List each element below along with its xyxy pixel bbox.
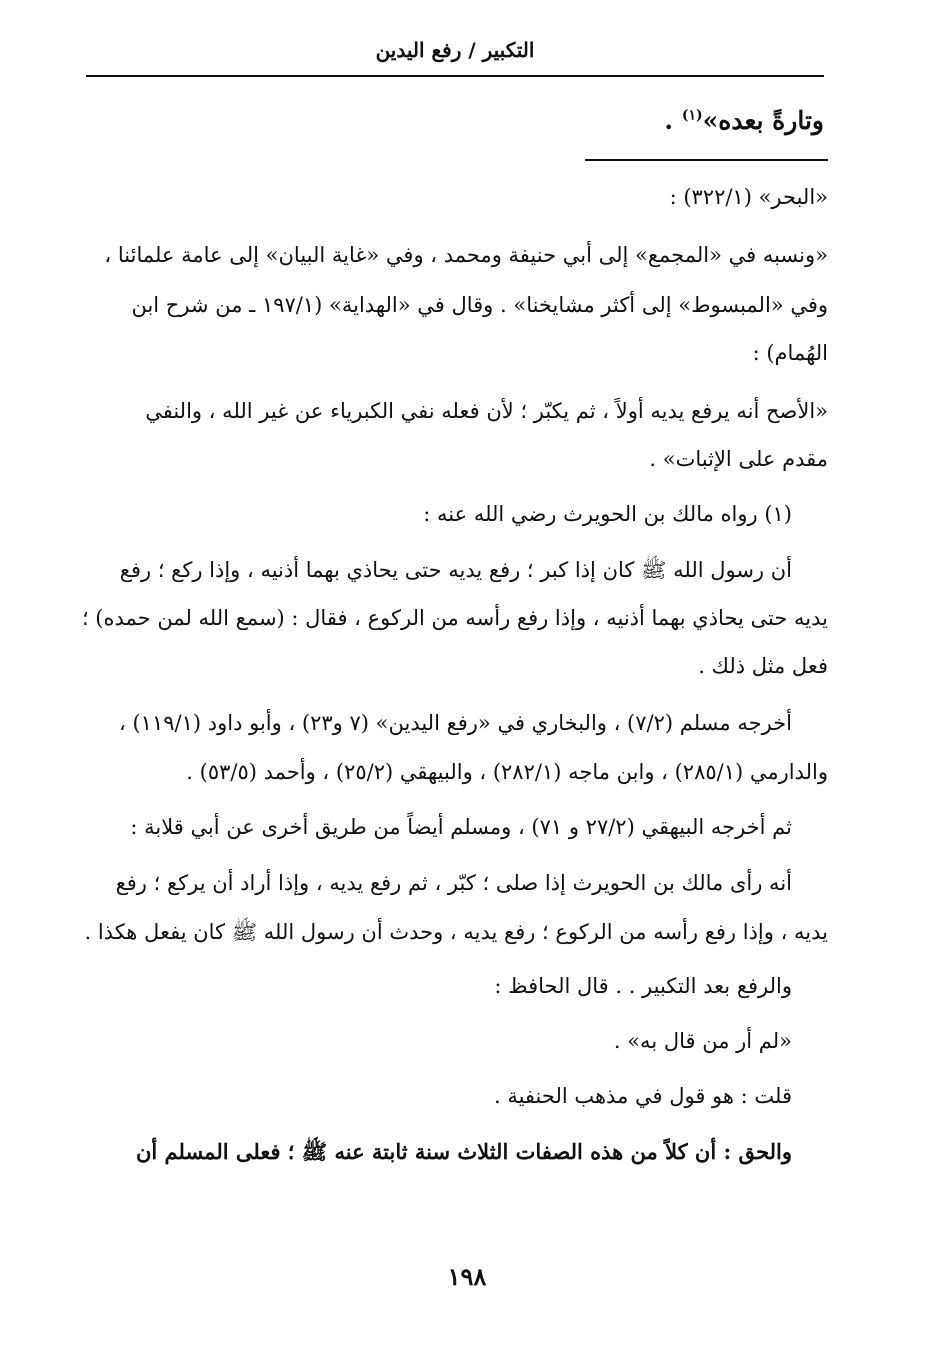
note-line: «لم أر من قال به» .	[613, 1029, 792, 1053]
note-line: مقدم على الإثبات» .	[649, 447, 828, 471]
main-text-tail: .	[664, 106, 682, 135]
note-line: (١) رواه مالك بن الحويرث رضي الله عنه :	[423, 502, 792, 526]
note-line: «ونسبه في «المجمع» إلى أبي حنيفة ومحمد ، وفي «غاية البيان» إلى عامة علمائنا ،	[104, 243, 828, 267]
main-text-line	[664, 108, 824, 133]
note-line: «البحر» (٣٢٢/١) :	[669, 185, 828, 209]
note-line: والدارمي (٢٨٥/١) ، وابن ماجه (٢٨٢/١) ، والبيهقي (٢٥/٢) ، وأحمد (٥٣/٥) .	[186, 760, 828, 784]
note-line: وفي «المبسوط» إلى أكثر مشايخنا» . وقال في «الهداية» (١٩٧/١ ـ من شرح ابن	[131, 293, 828, 317]
note-line: يديه ، وإذا رفع رأسه من الركوع ؛ رفع يديه ، وحدث أن رسول الله ﷺ كان يفعل هكذا .	[84, 920, 828, 944]
note-line: الهُمام) :	[752, 341, 828, 365]
header-rule	[86, 75, 824, 77]
note-line: يديه حتى يحاذي بهما أذنيه ، وإذا رفع رأسه من الركوع ، فقال : (سمع الله لمن حمده) ؛	[81, 606, 828, 630]
note-line: أنه رأى مالك بن الحويرث إذا صلى ؛ كبّر ، ثم رفع يديه ، وإذا أراد أن يركع ؛ رفع	[115, 871, 792, 895]
note-line: قلت : هو قول في مذهب الحنفية .	[493, 1084, 792, 1108]
main-text-line: والحق : أن كلاً من هذه الصفات الثلاث سنة ثابتة عنه ﷺ ؛ فعلى المسلم أن	[135, 1139, 792, 1164]
note-line: أخرجه مسلم (٧/٢) ، والبخاري في «رفع اليدين» (٧ و٢٣) ، وأبو داود (١١٩/١) ،	[119, 711, 792, 735]
running-title: التكبير / رفع اليدين	[375, 38, 535, 62]
note-line: «الأصح أنه يرفع يديه أولاً ، ثم يكبّر ؛ لأن فعله نفي الكبرياء عن غير الله ، والنفي	[145, 399, 828, 423]
note-line: فعل مثل ذلك .	[698, 654, 828, 678]
footnote-rule	[585, 159, 828, 161]
note-line: والرفع بعد التكبير . . قال الحافظ :	[494, 974, 792, 998]
note-line: ثم أخرجه البيهقي (٢٧/٢ و ٧١) ، ومسلم أيضاً من طريق أخرى عن أبي قلابة :	[130, 815, 792, 839]
note-line: أن رسول الله ﷺ كان إذا كبر ؛ رفع يديه حتى يحاذي بهما أذنيه ، وإذا ركع ؛ رفع	[119, 558, 792, 582]
main-text: وتارةً بعده»	[702, 106, 824, 135]
footnote-ref: (١)	[681, 107, 703, 124]
page-number: ١٩٨	[447, 1262, 487, 1291]
